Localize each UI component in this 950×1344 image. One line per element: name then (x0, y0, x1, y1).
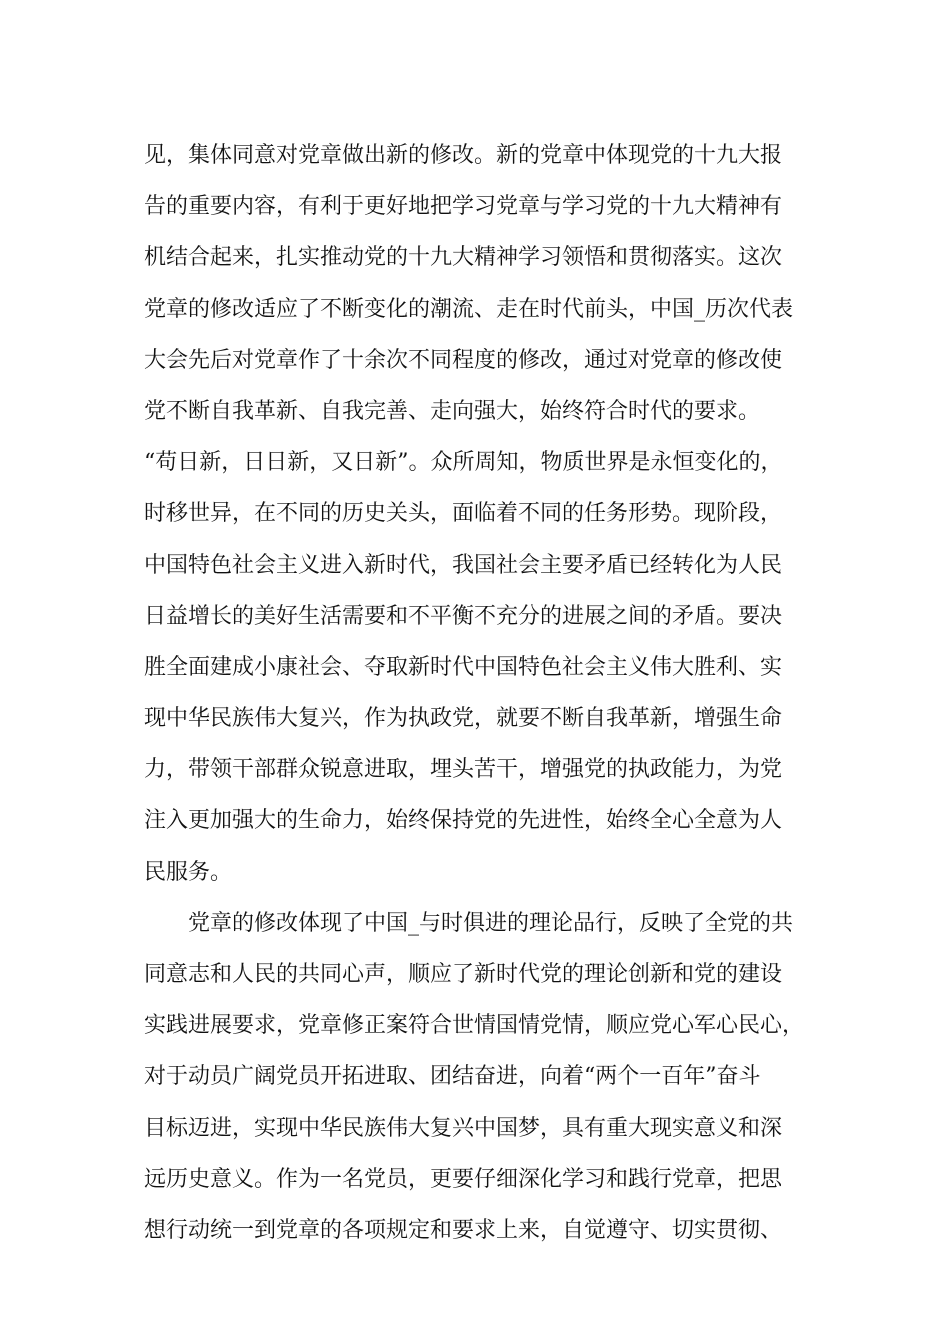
text-line: 胜全面建成小康社会、夺取新时代中国特色社会主义伟大胜利、实 (144, 654, 783, 680)
paragraph-first-line: 党章的修改体现了中国_与时俱进的理论品行，反映了全党的共 (188, 910, 794, 936)
text-line: 党不断自我革新、自我完善、走向强大，始终符合时代的要求。 (144, 398, 761, 424)
text-line: 党章的修改适应了不断变化的潮流、走在时代前头，中国_历次代表 (144, 296, 794, 322)
text-line: 注入更加强大的生命力，始终保持党的先进性，始终全心全意为人 (144, 808, 783, 834)
text-line: 目标迈进，实现中华民族伟大复兴中国梦，具有重大现实意义和深 (144, 1115, 783, 1141)
text-line: 对于动员广阔党员开拓进取、团结奋进，向着“两个一百年”奋斗 (144, 1064, 761, 1090)
text-line: 同意志和人民的共同心声，顺应了新时代党的理论创新和党的建设 (144, 962, 783, 987)
text-line: 时移世异，在不同的历史关头，面临着不同的任务形势。现阶段， (144, 501, 783, 527)
text-line: 告的重要内容，有利于更好地把学习党章与学习党的十九大精神有 (144, 194, 783, 220)
text-line: “苟日新，日日新，又日新”。众所周知，物质世界是永恒变化的， (144, 450, 783, 476)
text-line: 想行动统一到党章的各项规定和要求上来，自觉遵守、切实贯彻、 (144, 1217, 783, 1243)
text-line: 见，集体同意对党章做出新的修改。新的党章中体现党的十九大报 (144, 143, 783, 168)
text-line: 民服务。 (144, 859, 233, 885)
text-line: 大会先后对党章作了十余次不同程度的修改，通过对党章的修改使 (144, 347, 783, 373)
text-line: 日益增长的美好生活需要和不平衡不充分的进展之间的矛盾。要决 (144, 603, 783, 629)
text-line: 现中华民族伟大复兴，作为执政党，就要不断自我革新，增强生命 (144, 706, 783, 732)
text-line: 远历史意义。作为一名党员，更要仔细深化学习和践行党章，把思 (144, 1166, 783, 1192)
document-body (144, 130, 834, 1256)
text-line: 中国特色社会主义进入新时代，我国社会主要矛盾已经转化为人民 (144, 552, 783, 578)
text-line: 机结合起来，扎实推动党的十九大精神学习领悟和贯彻落实。这次 (144, 245, 783, 271)
text-line: 实践进展要求，党章修正案符合世情国情党情，顺应党心军心民心， (144, 1013, 805, 1039)
text-line: 力，带领干部群众锐意进取，埋头苦干，增强党的执政能力，为党 (144, 757, 783, 783)
